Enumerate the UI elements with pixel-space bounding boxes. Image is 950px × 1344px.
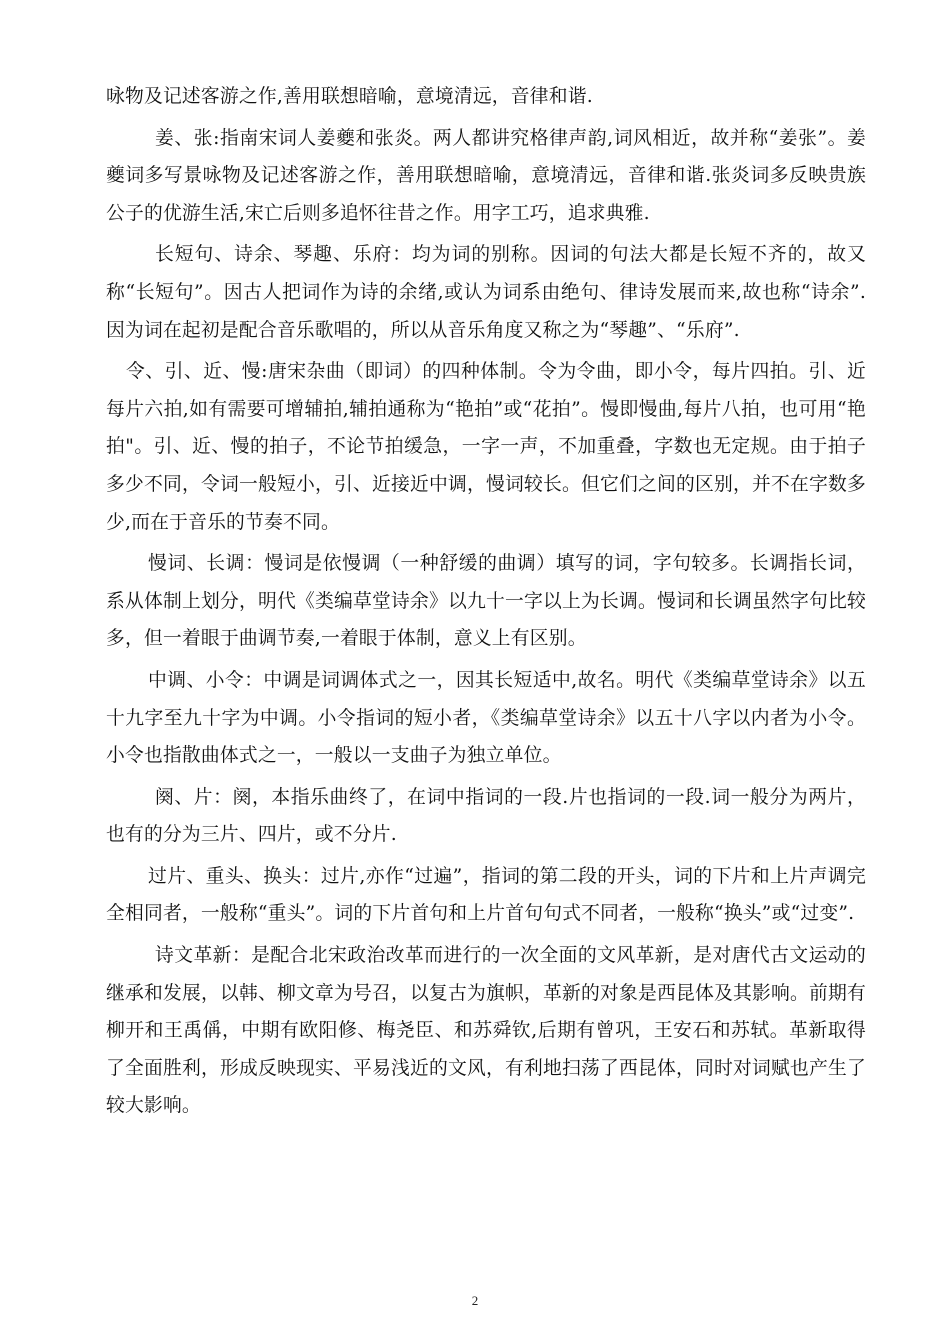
paragraph-changduanju: 长短句、诗余、琴趣、乐府：均为词的别称。因词的句法大都是长短不齐的，故又称“长短句”。因古人把词作为诗的余绪,或认为词系由绝句、律诗发展而来,故也称“诗余”.因为词在起初是配合音乐歌唱的，所以从音乐角度又称之为“琴趣”、“乐府”.: [106, 244, 866, 341]
paragraph-jiang-zhang: 姜、张:指南宋词人姜夔和张炎。两人都讲究格律声韵,词风相近，故并称“姜张”。姜夔词多写景咏物及记述客游之作，善用联想暗喻，意境清远，音律和谐.张炎词多反映贵族公子的优游生活,宋亡后则多追怀往昔之作。用字工巧，追求典雅.: [106, 127, 866, 224]
paragraph-guopian: 过片、重头、换头：过片,亦作“过遍”，指词的第二段的开头，词的下片和上片声调完全相同者，一般称“重头”。词的下片首句和上片首句句式不同者，一般称“换头”或“过变”.: [106, 865, 866, 925]
page-number: 2: [471, 1293, 479, 1308]
paragraph-shiwen-gexin: 诗文革新：是配合北宋政治改革而进行的一次全面的文风革新，是对唐代古文运动的继承和发展，以韩、柳文章为号召，以复古为旗帜，革新的对象是西昆体及其影响。前期有柳开和王禹偁，中期有欧阳修、梅尧臣、和苏舜钦,后期有曾巩，王安石和苏轼。革新取得了全面胜利，形成反映现实、平易浅近的文风，有利地扫荡了西昆体，同时对词赋也产生了较大影响。: [106, 945, 866, 1117]
paragraph-continuation: 咏物及记述客游之作,善用联想暗喻，意境清远，音律和谐.: [106, 86, 593, 107]
paragraph-manci-changdiao: 慢词、长调：慢词是依慢调（一种舒缓的曲调）填写的词，字句较多。长调指长词，系从体制上划分，明代《类编草堂诗余》以九十一字以上为长调。慢词和长调虽然字句比较多，但一着眼于曲调节奏,一着眼于体制，意义上有区别。: [106, 553, 866, 650]
paragraph-ling-yin-jin-man: 令、引、近、慢:唐宋杂曲（即词）的四种体制。令为令曲，即小令，每片四拍。引、近每片六拍,如有需要可增辅拍,辅拍通称为“艳拍”或“花拍”。慢即慢曲,每片八拍，也可用“艳拍"。引、近、慢的拍子，不论节拍缓急，一字一声，不加重叠，字数也无定规。由于拍子多少不同，令词一般短小，引、近接近中调，慢词较长。但它们之间的区别，并不在字数多少,而在于音乐的节奏不同。: [106, 361, 866, 533]
document-page: [106, 78, 866, 1129]
paragraph-que-pian: 阕、片：阕，本指乐曲终了，在词中指词的一段.片也指词的一段.词一般分为两片，也有的分为三片、四片，或不分片.: [106, 786, 866, 846]
paragraph-zhongdiao-xiaoling: 中调、小令：中调是词调体式之一，因其长短适中,故名。明代《类编草堂诗余》以五十九字至九十字为中调。小令指词的短小者，《类编草堂诗余》以五十八字以内者为小令。小令也指散曲体式之一，一般以一支曲子为独立单位。: [106, 669, 866, 767]
